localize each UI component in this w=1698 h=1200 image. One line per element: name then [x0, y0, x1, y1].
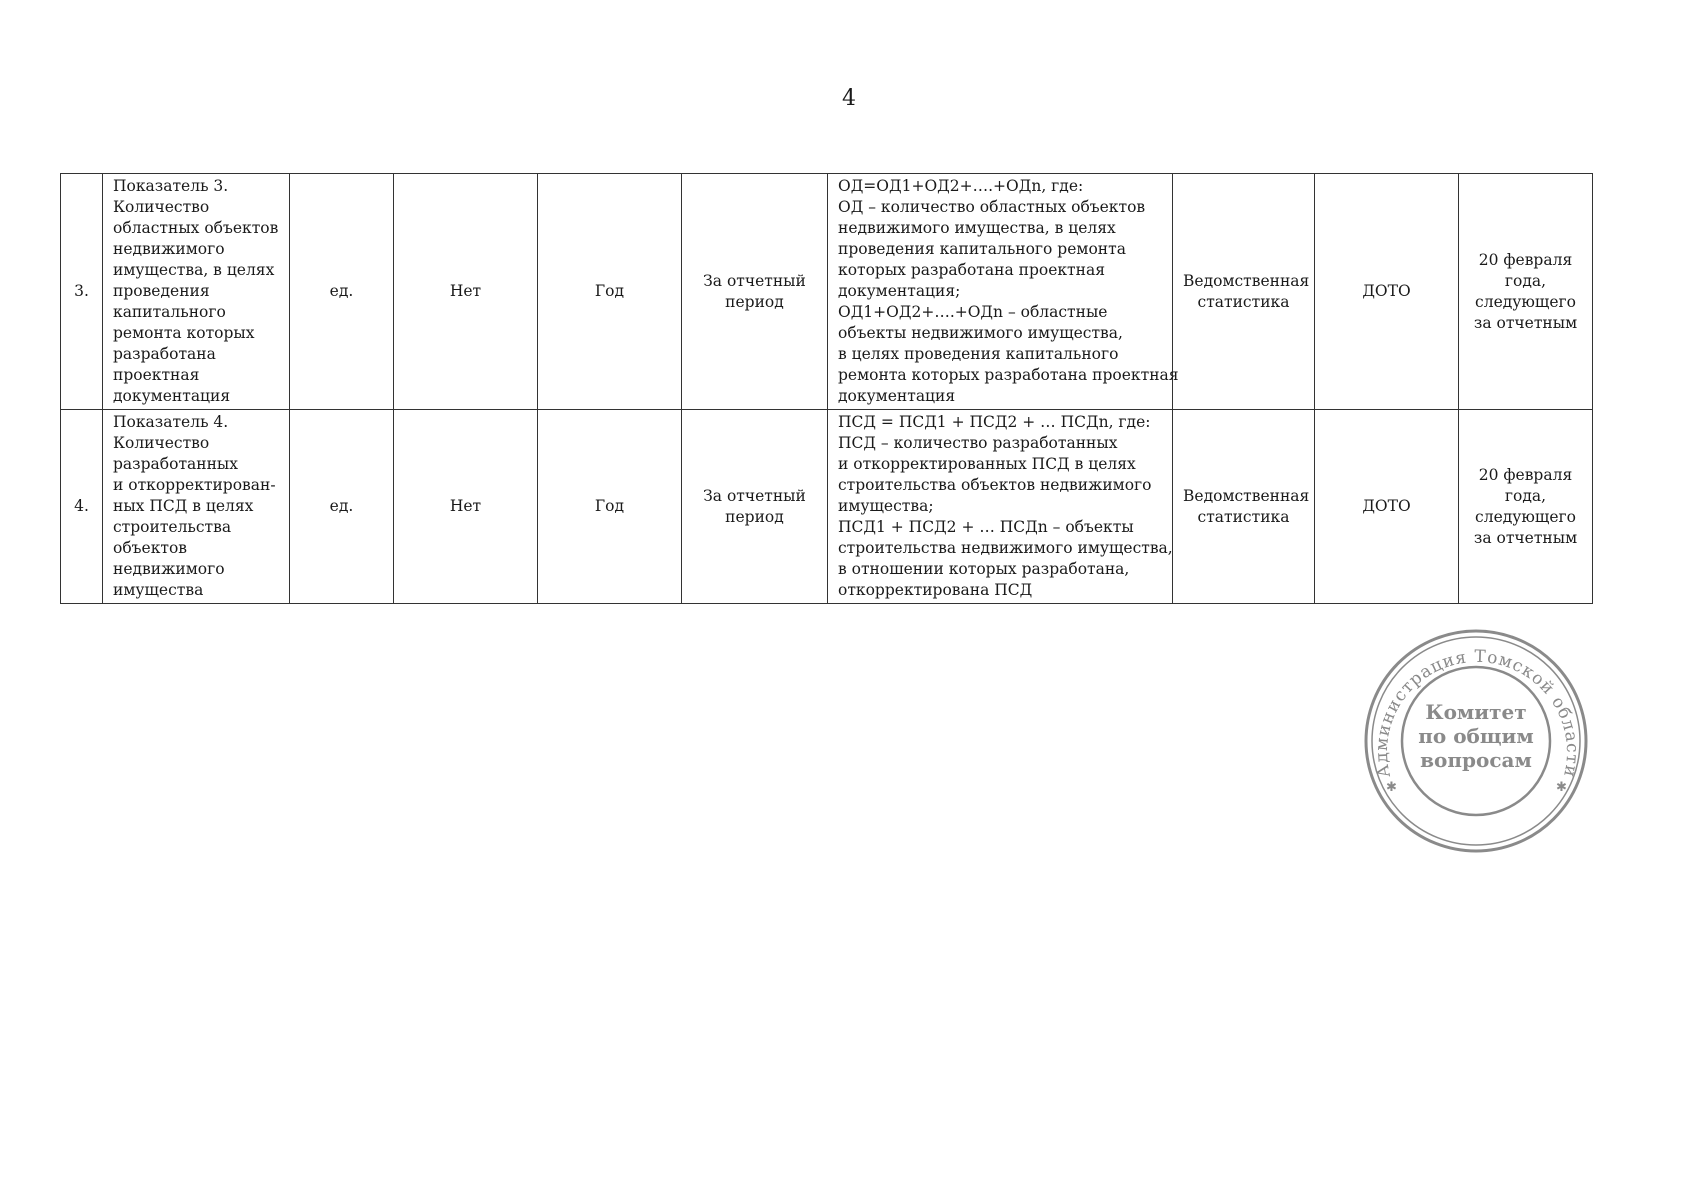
- formula-cell-line: строительства объектов недвижимого: [838, 476, 1152, 494]
- unit-cell: ед.: [290, 174, 394, 410]
- indicator-name-line: объектов: [113, 539, 188, 557]
- deadline-cell-line: 20 февраля: [1478, 250, 1573, 269]
- responsible-cell: ДОТО: [1315, 174, 1459, 410]
- indicator-name-line: строительства: [113, 518, 232, 536]
- periodicity-cell: Год: [538, 410, 682, 604]
- indicator-name-line: проектная: [113, 366, 200, 384]
- indicator-name-line: ных ПСД в целях: [113, 497, 254, 515]
- formula-cell-line: в целях проведения капитального: [838, 345, 1119, 363]
- indicator-name-line: проведения: [113, 282, 210, 300]
- source-cell-line: статистика: [1197, 507, 1290, 526]
- deadline-cell-line: следующего: [1475, 507, 1576, 526]
- formula-cell-line: недвижимого имущества, в целях: [838, 219, 1116, 237]
- official-stamp: [1360, 625, 1592, 857]
- indicators-table: [60, 173, 1593, 604]
- stamp-center-line-1: Комитет: [1425, 700, 1527, 724]
- period-cell: [682, 174, 828, 410]
- formula-cell-line: ПСД1 + ПСД2 + … ПСДn – объекты: [838, 518, 1134, 536]
- period-cell: [682, 410, 828, 604]
- unit-cell: ед.: [290, 410, 394, 604]
- stamp-center-line-3: вопросам: [1420, 748, 1532, 772]
- deadline-cell-line: года,: [1504, 486, 1547, 505]
- stamp-center-line-2: по общим: [1418, 724, 1534, 748]
- source-cell: [1173, 410, 1315, 604]
- formula-cell-line: ПСД = ПСД1 + ПСД2 + … ПСДn, где:: [838, 413, 1151, 431]
- deadline-cell-line: 20 февраля: [1478, 465, 1573, 484]
- formula-cell: [828, 410, 1173, 604]
- period-cell-line: период: [725, 292, 784, 311]
- formula-cell-line: проведения капитального ремонта: [838, 240, 1126, 258]
- page-number: 4: [842, 86, 856, 111]
- deadline-cell-line: за отчетным: [1473, 528, 1578, 547]
- indicator-name-line: областных объектов: [113, 219, 279, 237]
- indicator-name-line: разработанных: [113, 455, 238, 473]
- table-row: [61, 174, 1593, 410]
- formula-cell-line: откорректирована ПСД: [838, 581, 1033, 599]
- indicator-name-line: разработана: [113, 345, 216, 363]
- formula-cell-line: документация;: [838, 282, 961, 300]
- formula-cell-line: ПСД – количество разработанных: [838, 434, 1118, 452]
- table-body: [61, 174, 1593, 604]
- period-cell-line: За отчетный: [703, 486, 806, 505]
- indicator-name-line: имущества, в целях: [113, 261, 275, 279]
- indicator-name-line: капитального: [113, 303, 226, 321]
- deadline-cell: [1459, 410, 1593, 604]
- formula-cell-line: которых разработана проектная: [838, 261, 1105, 279]
- indicator-name-line: имущества: [113, 581, 204, 599]
- indicator-name-line: недвижимого: [113, 560, 225, 578]
- source-cell-line: статистика: [1197, 292, 1290, 311]
- value-cell: Нет: [394, 174, 538, 410]
- period-cell-line: период: [725, 507, 784, 526]
- indicator-name-line: Количество: [113, 434, 210, 452]
- indicator-name-line: и откорректирован-: [113, 476, 276, 494]
- periodicity-cell: Год: [538, 174, 682, 410]
- indicator-name-line: ремонта которых: [113, 324, 255, 342]
- responsible-cell: ДОТО: [1315, 410, 1459, 604]
- formula-cell-line: объекты недвижимого имущества,: [838, 324, 1123, 342]
- indicator-name-line: Показатель 4.: [113, 413, 229, 431]
- value-cell: Нет: [394, 410, 538, 604]
- formula-cell-line: ремонта которых разработана проектная: [838, 366, 1179, 384]
- indicator-name-line: недвижимого: [113, 240, 225, 258]
- indicator-name-line: документация: [113, 387, 231, 405]
- indicator-name: [103, 410, 290, 604]
- stamp-ring-text: Администрация Томской области: [1371, 646, 1583, 780]
- formula-cell-line: имущества;: [838, 497, 934, 515]
- indicator-name-line: Показатель 3.: [113, 177, 229, 195]
- formula-cell-line: документация: [838, 387, 956, 405]
- deadline-cell: [1459, 174, 1593, 410]
- period-cell-line: За отчетный: [703, 271, 806, 290]
- formula-cell: [828, 174, 1179, 410]
- row-number: 4.: [61, 410, 103, 604]
- formula-cell-line: ОД – количество областных объектов: [838, 198, 1146, 216]
- stamp-star-left: ✱: [1386, 780, 1397, 795]
- indicator-name-line: Количество: [113, 198, 210, 216]
- stamp-star-right: ✱: [1556, 780, 1567, 795]
- source-cell-line: Ведомственная: [1183, 486, 1310, 505]
- formula-cell-line: ОД=ОД1+ОД2+….+ОДn, где:: [838, 177, 1084, 195]
- deadline-cell-line: за отчетным: [1473, 313, 1578, 332]
- row-number: 3.: [61, 174, 103, 410]
- formula-cell-line: ОД1+ОД2+….+ОДn – областные: [838, 303, 1108, 321]
- deadline-cell-line: года,: [1504, 271, 1547, 290]
- indicator-name: [103, 174, 290, 410]
- table-row: [61, 410, 1593, 604]
- formula-cell-line: и откорректированных ПСД в целях: [838, 455, 1136, 473]
- formula-cell-line: строительства недвижимого имущества,: [838, 539, 1173, 557]
- deadline-cell-line: следующего: [1475, 292, 1576, 311]
- source-cell: [1173, 174, 1315, 410]
- source-cell-line: Ведомственная: [1183, 271, 1310, 290]
- formula-cell-line: в отношении которых разработана,: [838, 560, 1130, 578]
